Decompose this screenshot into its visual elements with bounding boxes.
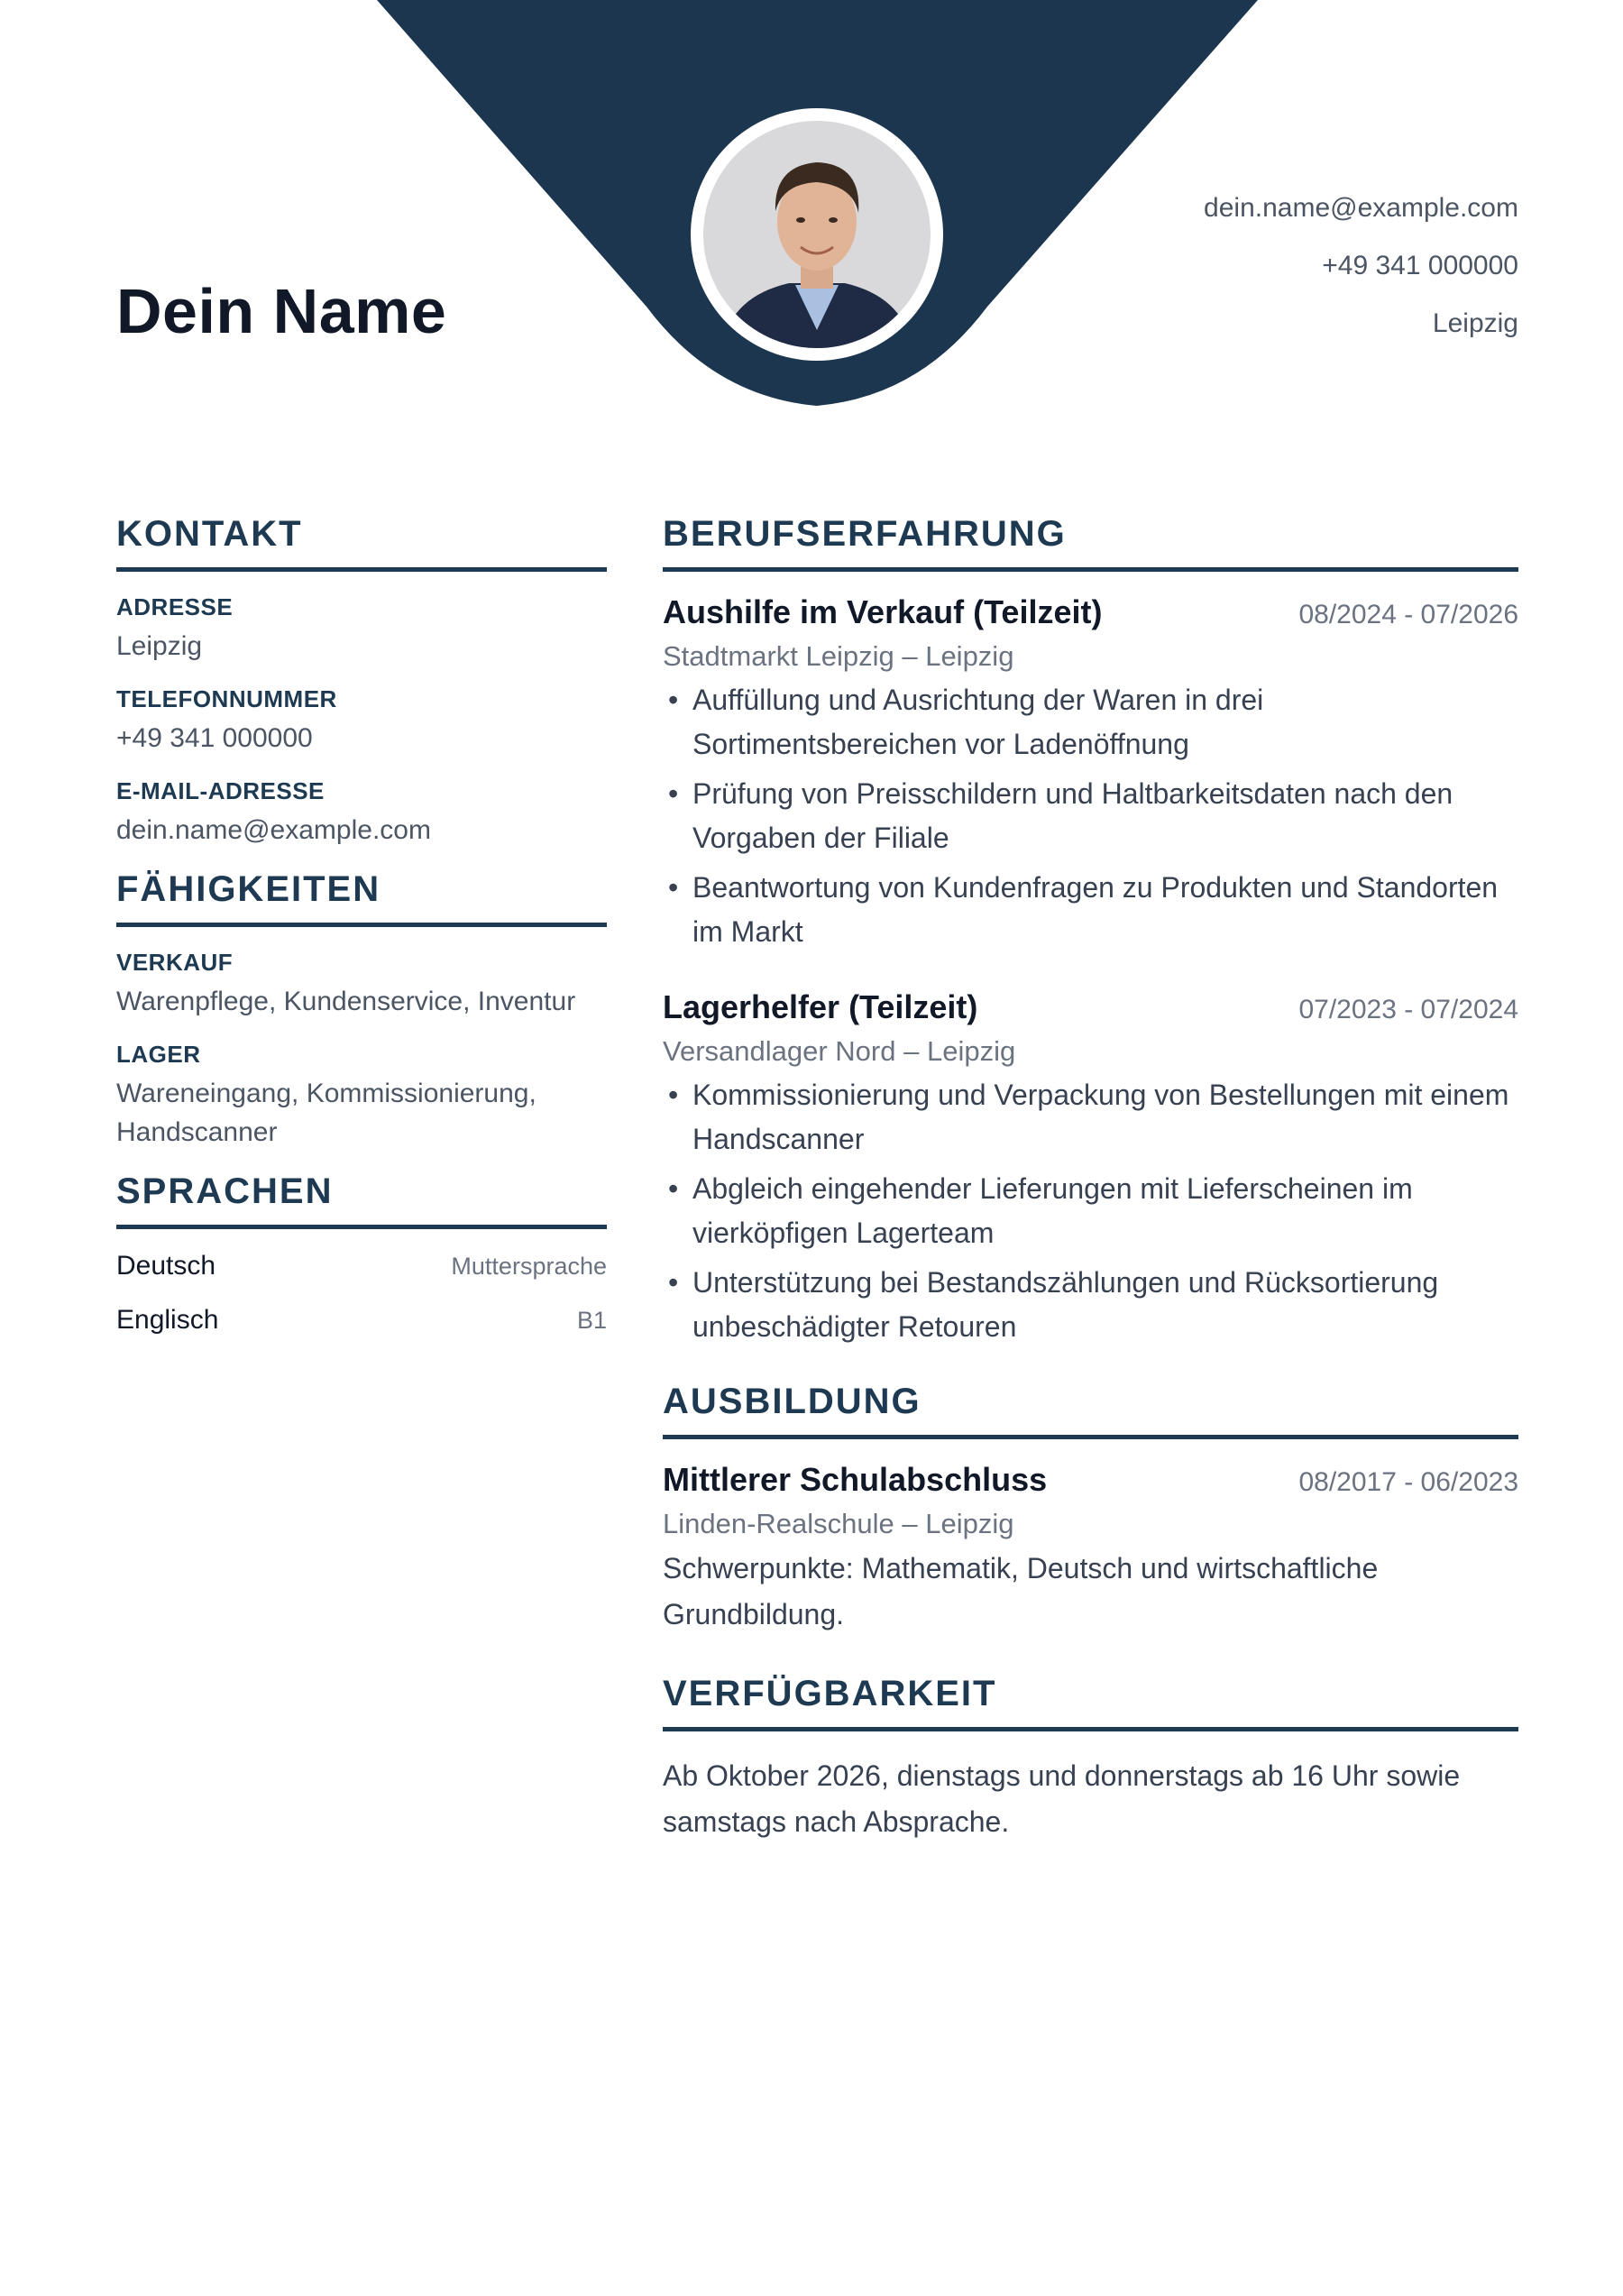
section-title-languages: SPRACHEN [116,1171,607,1229]
contact-value: +49 341 000000 [116,723,313,753]
section-title-skills: FÄHIGKEITEN [116,869,607,927]
contact-label: E-MAIL-ADRESSE [116,777,325,804]
education-school: Linden-Realschule – Leipzig [663,1508,1014,1539]
availability-text: Ab Oktober 2026, dienstags und donnerstags ab 16 Uhr sowie samstags nach Absprache. [663,1759,1461,1838]
section-title-availability: VERFÜGBARKEIT [663,1674,1518,1731]
education-header [663,1461,1518,1499]
job-bullets [663,678,1518,954]
list-item: • Prüfung von Preisschildern und Haltbarkeitsdaten nach den Vorgaben der Filiale [663,772,1518,860]
language-row [116,1305,607,1336]
education-entry [663,1461,1518,1638]
contact-item [116,685,607,758]
job-date: 07/2023 - 07/2024 [1298,995,1518,1024]
job-title: Lagerhelfer (Teilzeit) [663,988,978,1025]
skill-value: Warenpflege, Kundenservice, Inventur [116,987,576,1016]
section-title-kontakt: KONTAKT [116,514,607,572]
education-text: Schwerpunkte: Mathematik, Deutsch und wirtschaftliche Grundbildung. [663,1552,1379,1630]
education-degree: Mittlerer Schulabschluss [663,1461,1048,1498]
contact-label: TELEFONNUMMER [116,685,337,712]
list-item: • Beantwortung von Kundenfragen zu Produkten und Standorten im Markt [663,866,1518,954]
skill-label: LAGER [116,1041,201,1068]
language-name: Englisch [116,1305,219,1335]
section-title-education: AUSBILDUNG [663,1382,1518,1439]
skill-label: VERKAUF [116,949,234,976]
left-column [116,514,607,1359]
profile-photo [691,108,943,361]
education-date: 08/2017 - 06/2023 [1298,1467,1518,1497]
header-city: Leipzig [1432,308,1518,338]
language-level: B1 [576,1307,607,1334]
avatar [703,121,931,348]
header-contact [1204,189,1518,363]
job-date: 08/2024 - 07/2026 [1298,600,1518,629]
job-title: Aushilfe im Verkauf (Teilzeit) [663,593,1103,630]
skill-value: Wareneingang, Kommissionierung, Handscanner [116,1079,536,1147]
skill-item [116,1041,607,1152]
job-header [663,593,1518,631]
skill-item [116,949,607,1021]
list-item: • Auffüllung und Ausrichtung der Waren in drei Sortimentsbereichen vor Ladenöffnung [663,678,1518,767]
list-item: • Abgleich eingehender Lieferungen mit Lieferscheinen im vierköpfigen Lagerteam [663,1167,1518,1255]
language-name: Deutsch [116,1251,216,1281]
language-level: Muttersprache [451,1253,607,1280]
right-column [663,514,1518,1845]
contact-item [116,777,607,850]
candidate-name: Dein Name [116,276,447,346]
job-company: Versandlager Nord – Leipzig [663,1035,1016,1067]
list-item: • Unterstützung bei Bestandszählungen und Rücksortierung unbeschädigter Retouren [663,1261,1518,1349]
list-item: • Kommissionierung und Verpackung von Bestellungen mit einem Handscanner [663,1073,1518,1162]
header-email[interactable]: dein.name@example.com [1204,193,1518,223]
language-row [116,1251,607,1281]
section-title-experience: BERUFSERFAHRUNG [663,514,1518,572]
contact-label: ADRESSE [116,593,234,620]
contact-item [116,593,607,666]
job-company: Stadtmarkt Leipzig – Leipzig [663,640,1014,672]
contact-value: Leipzig [116,631,203,661]
header-phone[interactable]: +49 341 000000 [1322,251,1518,280]
job-entry [663,593,1518,954]
job-header [663,988,1518,1026]
job-bullets [663,1073,1518,1349]
job-entry [663,988,1518,1349]
contact-value: dein.name@example.com [116,815,431,845]
